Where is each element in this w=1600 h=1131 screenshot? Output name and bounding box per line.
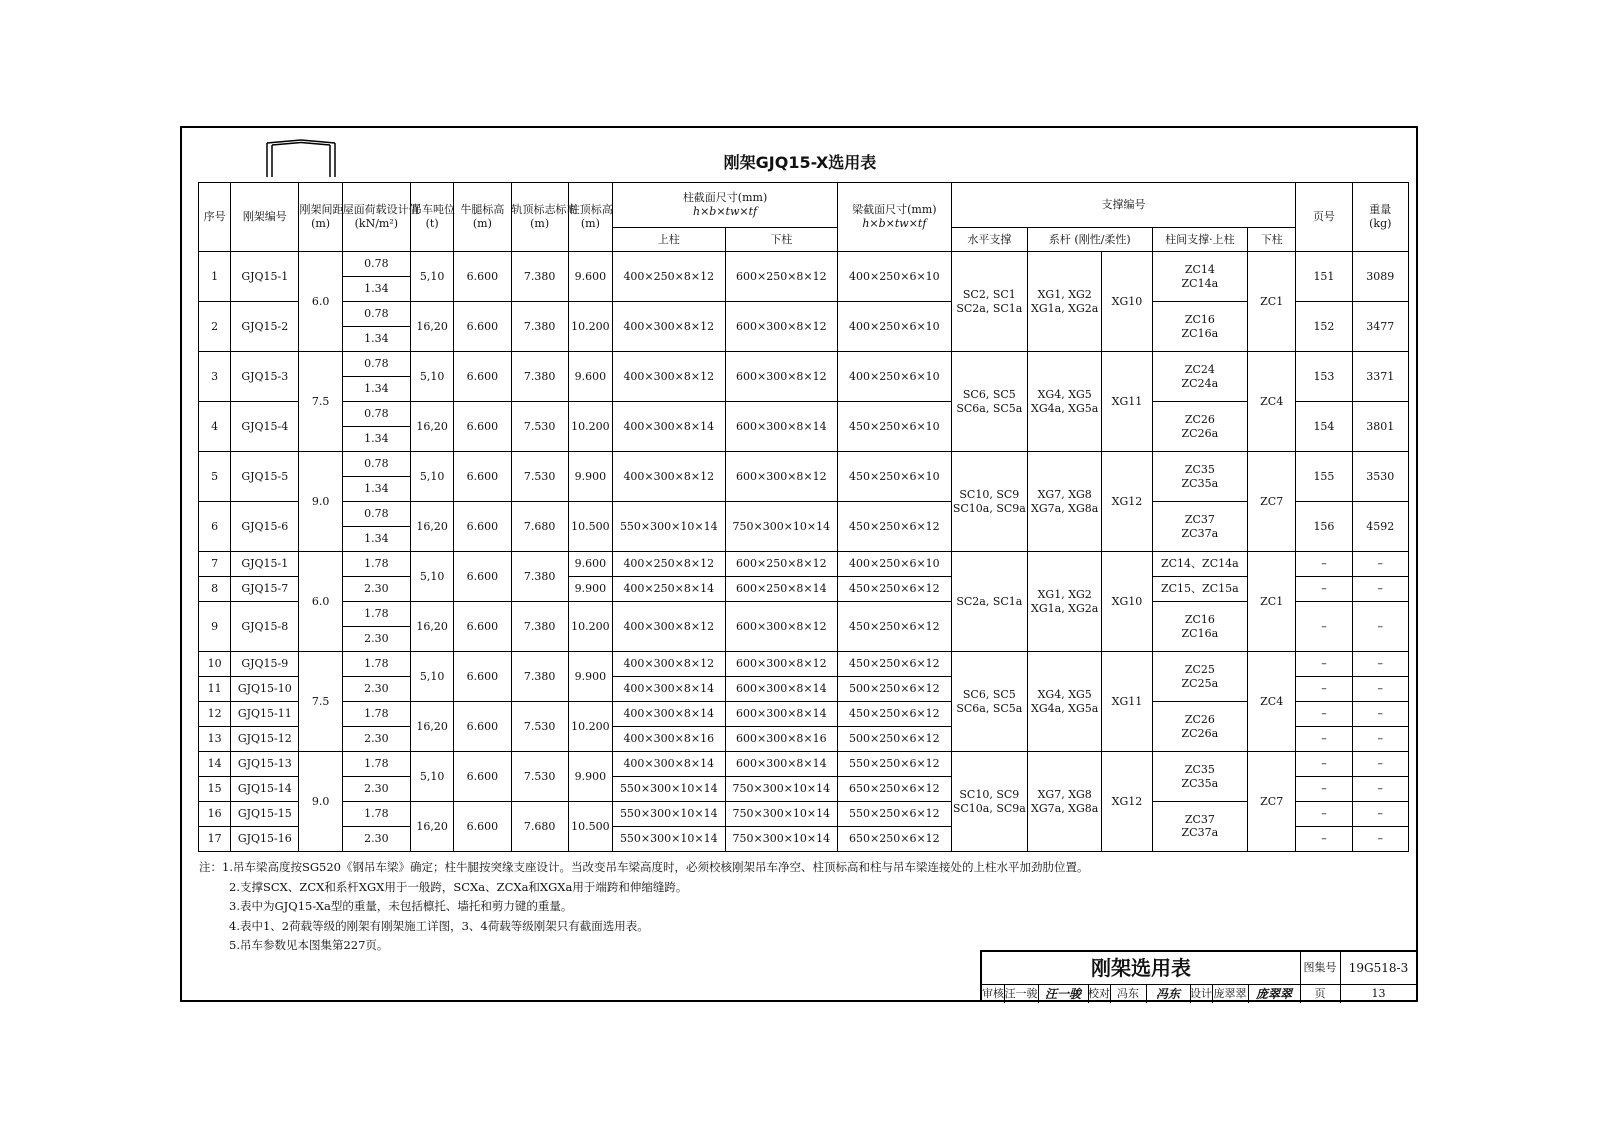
cell-upper-col: 400×300×8×12 bbox=[612, 602, 725, 652]
cell-load: 1.78 bbox=[342, 702, 410, 727]
selection-table bbox=[198, 182, 1409, 852]
cell-corbel: 6.600 bbox=[454, 352, 511, 402]
cell-rigid-tie: XG7, XG8 XG7a, XG8a bbox=[1028, 452, 1102, 552]
table-row bbox=[199, 352, 1409, 377]
cell-seq: 15 bbox=[199, 777, 231, 802]
header-col-bracing-lower: 下柱 bbox=[1248, 227, 1296, 251]
cell-rail: 7.380 bbox=[511, 352, 568, 402]
cell-corbel: 6.600 bbox=[454, 502, 511, 552]
note-4: 4.表中1、2荷载等级的刚架有刚架施工详图，3、4荷载等级刚架只有截面选用表。 bbox=[229, 918, 649, 933]
cell-weight: 3530 bbox=[1352, 452, 1408, 502]
cell-upper-col: 400×300×8×12 bbox=[612, 652, 725, 677]
cell-page: – bbox=[1296, 602, 1352, 652]
cell-lower-col: 600×300×8×12 bbox=[725, 352, 838, 402]
cell-code: GJQ15-1 bbox=[231, 252, 299, 302]
cell-coltop: 10.200 bbox=[568, 602, 612, 652]
cell-spacing: 9.0 bbox=[299, 452, 342, 552]
cell-rail: 7.380 bbox=[511, 302, 568, 352]
cell-load: 2.30 bbox=[342, 826, 410, 851]
table-row bbox=[199, 652, 1409, 677]
cell-flexible-tie: XG11 bbox=[1102, 652, 1152, 752]
cell-spacing: 7.5 bbox=[299, 652, 342, 752]
cell-col-bracing-upper: ZC14 ZC14a bbox=[1152, 252, 1247, 302]
cell-code: GJQ15-16 bbox=[231, 826, 299, 851]
cell-page: 155 bbox=[1296, 452, 1352, 502]
cell-load: 1.78 bbox=[342, 602, 410, 627]
table-row bbox=[199, 801, 1409, 826]
cell-rail: 7.380 bbox=[511, 552, 568, 602]
cell-lower-col: 600×300×8×14 bbox=[725, 402, 838, 452]
cell-upper-col: 400×300×8×12 bbox=[612, 452, 725, 502]
header-rail: 轨顶标志标高 (m) bbox=[511, 183, 568, 252]
cell-coltop: 9.900 bbox=[568, 752, 612, 802]
cell-seq: 4 bbox=[199, 402, 231, 452]
cell-code: GJQ15-7 bbox=[231, 577, 299, 602]
header-lower-col: 下柱 bbox=[725, 227, 838, 251]
cell-load: 1.34 bbox=[342, 427, 410, 452]
cell-upper-col: 400×300×8×14 bbox=[612, 702, 725, 727]
cell-code: GJQ15-10 bbox=[231, 677, 299, 702]
cell-corbel: 6.600 bbox=[454, 252, 511, 302]
cell-coltop: 10.200 bbox=[568, 702, 612, 752]
cell-corbel: 6.600 bbox=[454, 602, 511, 652]
header-col-bracing-upper: 柱间支撑·上柱 bbox=[1152, 227, 1247, 251]
cell-code: GJQ15-9 bbox=[231, 652, 299, 677]
cell-upper-col: 400×250×8×12 bbox=[612, 552, 725, 577]
cell-beam: 450×250×6×10 bbox=[838, 452, 952, 502]
cell-beam: 450×250×6×12 bbox=[838, 652, 952, 677]
note-3: 3.表中为GJQ15-Xa型的重量，未包括檩托、墙托和剪力键的重量。 bbox=[229, 899, 573, 913]
atlas-number: 19G518-3 bbox=[1348, 961, 1409, 975]
cell-lower-col: 600×250×8×14 bbox=[725, 577, 838, 602]
header-seq: 序号 bbox=[199, 183, 231, 252]
cell-seq: 5 bbox=[199, 452, 231, 502]
cell-beam: 400×250×6×10 bbox=[838, 552, 952, 577]
cell-coltop: 9.900 bbox=[568, 652, 612, 702]
cell-lower-col: 600×300×8×12 bbox=[725, 452, 838, 502]
header-code: 刚架编号 bbox=[231, 183, 299, 252]
cell-beam: 450×250×6×10 bbox=[838, 402, 952, 452]
cell-col-bracing-upper: ZC35 ZC35a bbox=[1152, 752, 1247, 802]
cell-page: 153 bbox=[1296, 352, 1352, 402]
cell-beam: 450×250×6×12 bbox=[838, 702, 952, 727]
cell-beam: 400×250×6×10 bbox=[838, 352, 952, 402]
cell-code: GJQ15-13 bbox=[231, 752, 299, 777]
cell-load: 2.30 bbox=[342, 627, 410, 652]
cell-rail: 7.530 bbox=[511, 402, 568, 452]
cell-page: 152 bbox=[1296, 302, 1352, 352]
table-row bbox=[199, 752, 1409, 777]
cell-col-bracing-upper: ZC25 ZC25a bbox=[1152, 652, 1247, 702]
cell-rail: 7.380 bbox=[511, 652, 568, 702]
sheet-name: 刚架选用表 bbox=[982, 952, 1301, 984]
page-label: 页 bbox=[1300, 985, 1341, 1003]
cell-corbel: 6.600 bbox=[454, 302, 511, 352]
cell-code: GJQ15-11 bbox=[231, 702, 299, 727]
cell-load: 1.78 bbox=[342, 652, 410, 677]
cell-beam: 450×250×6×12 bbox=[838, 502, 952, 552]
cell-flexible-tie: XG11 bbox=[1102, 352, 1152, 452]
cell-weight: 4592 bbox=[1352, 502, 1408, 552]
cell-load: 1.34 bbox=[342, 327, 410, 352]
cell-lower-col: 750×300×10×14 bbox=[725, 801, 838, 826]
cell-corbel: 6.600 bbox=[454, 652, 511, 702]
cell-lower-col: 750×300×10×14 bbox=[725, 777, 838, 802]
cell-seq: 3 bbox=[199, 352, 231, 402]
cell-crane: 5,10 bbox=[411, 552, 454, 602]
cell-lower-col: 600×300×8×14 bbox=[725, 677, 838, 702]
cell-col-bracing-upper: ZC37 ZC37a bbox=[1152, 502, 1247, 552]
cell-corbel: 6.600 bbox=[454, 752, 511, 802]
cell-beam: 500×250×6×12 bbox=[838, 677, 952, 702]
cell-spacing: 7.5 bbox=[299, 352, 342, 452]
cell-crane: 16,20 bbox=[411, 702, 454, 752]
cell-beam: 650×250×6×12 bbox=[838, 777, 952, 802]
note-5: 5.吊车参数见本图集第227页。 bbox=[229, 938, 389, 952]
cell-load: 1.78 bbox=[342, 752, 410, 777]
cell-code: GJQ15-12 bbox=[231, 727, 299, 752]
cell-load: 0.78 bbox=[342, 402, 410, 427]
cell-seq: 12 bbox=[199, 702, 231, 727]
cell-weight: – bbox=[1352, 752, 1408, 777]
cell-load: 1.78 bbox=[342, 552, 410, 577]
cell-horizontal: SC2a, SC1a bbox=[951, 552, 1027, 652]
cell-lower-col: 750×300×10×14 bbox=[725, 502, 838, 552]
cell-col-bracing-lower: ZC4 bbox=[1248, 352, 1296, 452]
cell-rigid-tie: XG4, XG5 XG4a, XG5a bbox=[1028, 352, 1102, 452]
cell-rail: 7.380 bbox=[511, 252, 568, 302]
cell-seq: 11 bbox=[199, 677, 231, 702]
cell-horizontal: SC10, SC9 SC10a, SC9a bbox=[951, 452, 1027, 552]
cell-page: – bbox=[1296, 552, 1352, 577]
cell-flexible-tie: XG12 bbox=[1102, 452, 1152, 552]
cell-weight: – bbox=[1352, 727, 1408, 752]
cell-col-bracing-upper: ZC35 ZC35a bbox=[1152, 452, 1247, 502]
header-upper-col: 上柱 bbox=[612, 227, 725, 251]
cell-flexible-tie: XG10 bbox=[1102, 552, 1152, 652]
header-coltop: 柱顶标高 (m) bbox=[568, 183, 612, 252]
cell-upper-col: 400×300×8×14 bbox=[612, 752, 725, 777]
header-weight: 重量 (kg) bbox=[1352, 183, 1408, 252]
cell-corbel: 6.600 bbox=[454, 402, 511, 452]
cell-load: 0.78 bbox=[342, 352, 410, 377]
cell-crane: 16,20 bbox=[411, 801, 454, 851]
cell-code: GJQ15-1 bbox=[231, 552, 299, 577]
cell-coltop: 10.500 bbox=[568, 801, 612, 851]
cell-coltop: 9.900 bbox=[568, 577, 612, 602]
cell-crane: 5,10 bbox=[411, 452, 454, 502]
header-crane: 吊车吨位 (t) bbox=[411, 183, 454, 252]
cell-upper-col: 400×250×8×12 bbox=[612, 252, 725, 302]
cell-coltop: 9.900 bbox=[568, 452, 612, 502]
cell-spacing: 9.0 bbox=[299, 752, 342, 852]
cell-load: 2.30 bbox=[342, 677, 410, 702]
cell-col-bracing-upper: ZC14、ZC14a bbox=[1152, 552, 1247, 577]
header-corbel: 牛腿标高 (m) bbox=[454, 183, 511, 252]
title-block bbox=[980, 950, 1417, 1001]
cell-beam: 400×250×6×10 bbox=[838, 252, 952, 302]
cell-crane: 16,20 bbox=[411, 602, 454, 652]
cell-rail: 7.380 bbox=[511, 602, 568, 652]
cell-rigid-tie: XG7, XG8 XG7a, XG8a bbox=[1028, 752, 1102, 852]
note-1: 注：1.吊车梁高度按SG520《钢吊车梁》确定；柱牛腿按突缘支座设计。当改变吊车梁高度时，必须校核刚架吊车净空、柱顶标高和柱与吊车梁连接处的上柱水平加劲肋位置。 bbox=[199, 860, 1089, 874]
table-title: 刚架GJQ15-X选用表 bbox=[723, 153, 877, 172]
cell-beam: 450×250×6×12 bbox=[838, 577, 952, 602]
cell-seq: 7 bbox=[199, 552, 231, 577]
cell-spacing: 6.0 bbox=[299, 252, 342, 352]
cell-horizontal: SC10, SC9 SC10a, SC9a bbox=[951, 752, 1027, 852]
cell-seq: 1 bbox=[199, 252, 231, 302]
cell-col-bracing-lower: ZC1 bbox=[1248, 252, 1296, 352]
cell-load: 0.78 bbox=[342, 302, 410, 327]
cell-beam: 550×250×6×12 bbox=[838, 801, 952, 826]
cell-page: – bbox=[1296, 577, 1352, 602]
cell-page: 151 bbox=[1296, 252, 1352, 302]
cell-weight: 3477 bbox=[1352, 302, 1408, 352]
table-row bbox=[199, 702, 1409, 727]
review-label: 审核 bbox=[982, 985, 1005, 1003]
cell-rigid-tie: XG1, XG2 XG1a, XG2a bbox=[1028, 252, 1102, 352]
cell-upper-col: 400×300×8×14 bbox=[612, 677, 725, 702]
cell-horizontal: SC6, SC5 SC6a, SC5a bbox=[951, 352, 1027, 452]
cell-corbel: 6.600 bbox=[454, 801, 511, 851]
note-2: 2.支撑SCX、ZCX和系杆XGX用于一般跨，SCXa、ZCXa和XGXa用于端跨和伸缩缝跨。 bbox=[229, 879, 688, 894]
cell-page: – bbox=[1296, 752, 1352, 777]
designer-signature: 庞翠翠 bbox=[1248, 985, 1301, 1003]
table-row bbox=[199, 602, 1409, 627]
cell-crane: 5,10 bbox=[411, 652, 454, 702]
designer-name: 庞翠翠 bbox=[1212, 985, 1249, 1003]
cell-page: – bbox=[1296, 677, 1352, 702]
cell-page: – bbox=[1296, 702, 1352, 727]
cell-seq: 13 bbox=[199, 727, 231, 752]
header-tie: 系杆 (刚性/柔性) bbox=[1028, 227, 1153, 251]
cell-crane: 16,20 bbox=[411, 502, 454, 552]
table-row bbox=[199, 402, 1409, 427]
cell-seq: 8 bbox=[199, 577, 231, 602]
cell-code: GJQ15-5 bbox=[231, 452, 299, 502]
cell-seq: 2 bbox=[199, 302, 231, 352]
table-row bbox=[199, 302, 1409, 327]
cell-weight: 3801 bbox=[1352, 402, 1408, 452]
cell-col-bracing-lower: ZC7 bbox=[1248, 752, 1296, 852]
header-horizontal: 水平支撑 bbox=[951, 227, 1027, 251]
table-row bbox=[199, 552, 1409, 577]
cell-col-bracing-upper: ZC16 ZC16a bbox=[1152, 602, 1247, 652]
header-beam-section: 梁截面尺寸(mm) h×b×tw×tf bbox=[838, 183, 952, 252]
cell-flexible-tie: XG10 bbox=[1102, 252, 1152, 352]
cell-corbel: 6.600 bbox=[454, 452, 511, 502]
check-label: 校对 bbox=[1088, 985, 1111, 1003]
cell-upper-col: 400×300×8×12 bbox=[612, 352, 725, 402]
cell-load: 0.78 bbox=[342, 452, 410, 477]
cell-upper-col: 550×300×10×14 bbox=[612, 502, 725, 552]
portal-frame-icon bbox=[263, 139, 339, 179]
cell-beam: 450×250×6×12 bbox=[838, 602, 952, 652]
cell-weight: 3371 bbox=[1352, 352, 1408, 402]
cell-weight: – bbox=[1352, 777, 1408, 802]
notes bbox=[199, 858, 1399, 956]
cell-upper-col: 550×300×10×14 bbox=[612, 826, 725, 851]
header-col-section: 柱截面尺寸(mm) h×b×tw×tf bbox=[612, 183, 837, 228]
header-page: 页号 bbox=[1296, 183, 1352, 252]
cell-load: 2.30 bbox=[342, 727, 410, 752]
cell-corbel: 6.600 bbox=[454, 552, 511, 602]
cell-upper-col: 400×300×8×12 bbox=[612, 302, 725, 352]
cell-horizontal: SC6, SC5 SC6a, SC5a bbox=[951, 652, 1027, 752]
cell-coltop: 10.200 bbox=[568, 302, 612, 352]
cell-lower-col: 600×250×8×12 bbox=[725, 552, 838, 577]
cell-code: GJQ15-4 bbox=[231, 402, 299, 452]
table-row bbox=[199, 252, 1409, 277]
table-row bbox=[199, 577, 1409, 602]
cell-page: – bbox=[1296, 727, 1352, 752]
header-load: 屋面荷载设计值 (kN/m²) bbox=[342, 183, 410, 252]
design-label: 设计 bbox=[1190, 985, 1213, 1003]
cell-rail: 7.530 bbox=[511, 752, 568, 802]
cell-lower-col: 600×300×8×12 bbox=[725, 602, 838, 652]
cell-load: 1.34 bbox=[342, 477, 410, 502]
cell-weight: – bbox=[1352, 801, 1408, 826]
cell-weight: – bbox=[1352, 652, 1408, 677]
cell-upper-col: 550×300×10×14 bbox=[612, 777, 725, 802]
cell-weight: – bbox=[1352, 677, 1408, 702]
cell-load: 2.30 bbox=[342, 577, 410, 602]
table-row bbox=[199, 502, 1409, 527]
cell-rail: 7.530 bbox=[511, 452, 568, 502]
cell-weight: – bbox=[1352, 826, 1408, 851]
cell-upper-col: 400×250×8×14 bbox=[612, 577, 725, 602]
cell-rigid-tie: XG1, XG2 XG1a, XG2a bbox=[1028, 552, 1102, 652]
header-bracing: 支撑编号 bbox=[951, 183, 1296, 228]
cell-seq: 10 bbox=[199, 652, 231, 677]
cell-beam: 650×250×6×12 bbox=[838, 826, 952, 851]
cell-coltop: 10.500 bbox=[568, 502, 612, 552]
cell-code: GJQ15-6 bbox=[231, 502, 299, 552]
cell-horizontal: SC2, SC1 SC2a, SC1a bbox=[951, 252, 1027, 352]
cell-beam: 400×250×6×10 bbox=[838, 302, 952, 352]
cell-col-bracing-upper: ZC26 ZC26a bbox=[1152, 402, 1247, 452]
cell-crane: 5,10 bbox=[411, 352, 454, 402]
cell-coltop: 9.600 bbox=[568, 352, 612, 402]
cell-corbel: 6.600 bbox=[454, 702, 511, 752]
cell-load: 1.78 bbox=[342, 801, 410, 826]
atlas-label: 图集号 bbox=[1300, 952, 1341, 984]
cell-rail: 7.530 bbox=[511, 702, 568, 752]
cell-col-bracing-upper: ZC37 ZC37a bbox=[1152, 801, 1247, 851]
header-spacing: 刚架间距 (m) bbox=[299, 183, 342, 252]
cell-code: GJQ15-14 bbox=[231, 777, 299, 802]
cell-crane: 5,10 bbox=[411, 752, 454, 802]
cell-seq: 9 bbox=[199, 602, 231, 652]
cell-beam: 500×250×6×12 bbox=[838, 727, 952, 752]
cell-seq: 14 bbox=[199, 752, 231, 777]
cell-seq: 6 bbox=[199, 502, 231, 552]
cell-beam: 550×250×6×12 bbox=[838, 752, 952, 777]
cell-lower-col: 600×300×8×16 bbox=[725, 727, 838, 752]
cell-rigid-tie: XG4, XG5 XG4a, XG5a bbox=[1028, 652, 1102, 752]
cell-coltop: 9.600 bbox=[568, 552, 612, 577]
cell-page: – bbox=[1296, 801, 1352, 826]
cell-col-bracing-lower: ZC1 bbox=[1248, 552, 1296, 652]
cell-load: 1.34 bbox=[342, 277, 410, 302]
cell-col-bracing-lower: ZC4 bbox=[1248, 652, 1296, 752]
cell-upper-col: 400×300×8×14 bbox=[612, 402, 725, 452]
cell-weight: – bbox=[1352, 602, 1408, 652]
cell-load: 0.78 bbox=[342, 502, 410, 527]
cell-upper-col: 400×300×8×16 bbox=[612, 727, 725, 752]
cell-lower-col: 600×300×8×14 bbox=[725, 752, 838, 777]
cell-page: 156 bbox=[1296, 502, 1352, 552]
checker-signature: 冯东 bbox=[1146, 985, 1191, 1003]
cell-load: 0.78 bbox=[342, 252, 410, 277]
cell-lower-col: 600×300×8×12 bbox=[725, 302, 838, 352]
cell-lower-col: 600×300×8×12 bbox=[725, 652, 838, 677]
cell-upper-col: 550×300×10×14 bbox=[612, 801, 725, 826]
cell-spacing: 6.0 bbox=[299, 552, 342, 652]
cell-coltop: 10.200 bbox=[568, 402, 612, 452]
cell-lower-col: 750×300×10×14 bbox=[725, 826, 838, 851]
reviewer-signature: 汪一骏 bbox=[1038, 985, 1089, 1003]
cell-col-bracing-upper: ZC16 ZC16a bbox=[1152, 302, 1247, 352]
cell-crane: 16,20 bbox=[411, 302, 454, 352]
cell-weight: – bbox=[1352, 577, 1408, 602]
cell-page: – bbox=[1296, 826, 1352, 851]
cell-rail: 7.680 bbox=[511, 502, 568, 552]
cell-page: 154 bbox=[1296, 402, 1352, 452]
cell-lower-col: 600×250×8×12 bbox=[725, 252, 838, 302]
checker-name: 冯东 bbox=[1110, 985, 1147, 1003]
table-row bbox=[199, 452, 1409, 477]
cell-rail: 7.680 bbox=[511, 801, 568, 851]
cell-coltop: 9.600 bbox=[568, 252, 612, 302]
cell-weight: – bbox=[1352, 552, 1408, 577]
cell-col-bracing-lower: ZC7 bbox=[1248, 452, 1296, 552]
cell-lower-col: 600×300×8×14 bbox=[725, 702, 838, 727]
cell-code: GJQ15-15 bbox=[231, 801, 299, 826]
cell-col-bracing-upper: ZC15、ZC15a bbox=[1152, 577, 1247, 602]
cell-code: GJQ15-2 bbox=[231, 302, 299, 352]
cell-load: 2.30 bbox=[342, 777, 410, 802]
reviewer-name: 汪一骏 bbox=[1004, 985, 1039, 1003]
cell-crane: 5,10 bbox=[411, 252, 454, 302]
cell-code: GJQ15-8 bbox=[231, 602, 299, 652]
cell-page: – bbox=[1296, 777, 1352, 802]
cell-code: GJQ15-3 bbox=[231, 352, 299, 402]
cell-crane: 16,20 bbox=[411, 402, 454, 452]
cell-load: 1.34 bbox=[342, 527, 410, 552]
cell-load: 1.34 bbox=[342, 377, 410, 402]
cell-seq: 16 bbox=[199, 801, 231, 826]
cell-col-bracing-upper: ZC26 ZC26a bbox=[1152, 702, 1247, 752]
page-number: 13 bbox=[1371, 987, 1386, 1000]
cell-weight: 3089 bbox=[1352, 252, 1408, 302]
cell-weight: – bbox=[1352, 702, 1408, 727]
cell-flexible-tie: XG12 bbox=[1102, 752, 1152, 852]
cell-col-bracing-upper: ZC24 ZC24a bbox=[1152, 352, 1247, 402]
cell-seq: 17 bbox=[199, 826, 231, 851]
cell-page: – bbox=[1296, 652, 1352, 677]
